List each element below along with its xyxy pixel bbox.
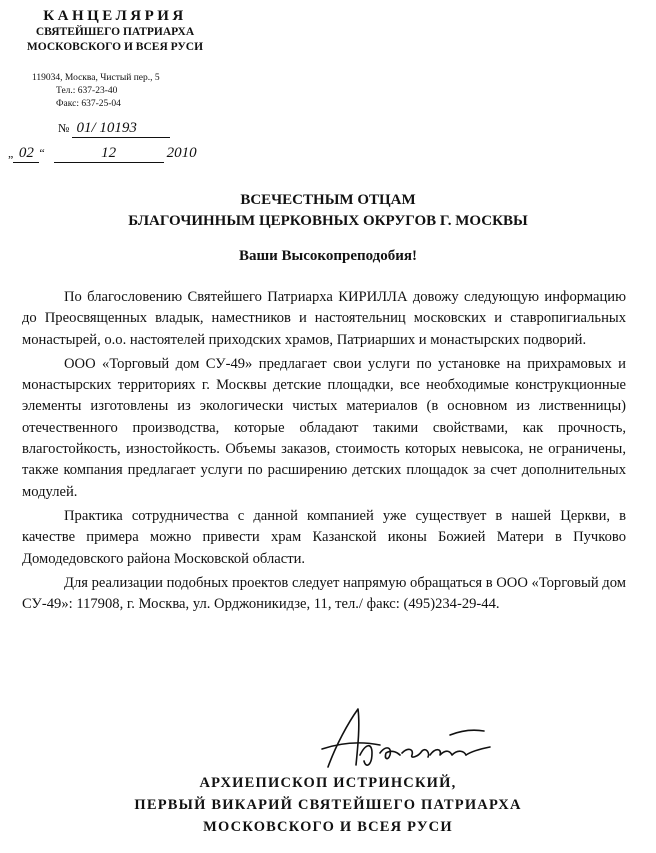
paragraph: ООО «Торговый дом СУ-49» предлагает свои услуги по установке на прихрамовых и монастырских территориях г. Москвы детские площадки, все необходимые конструкционные элементы изготовлены из экологически чистых материалов (в основном из лиственницы) отечественного производства, которые обладают такими свойствами, как прочность, влагостойкость, изностойкость. Объемы заказов, стоимость которых невысока, не ограничены, также компания предлагает услуги по расширению детских площадок за счет дополнительных модулей.: [22, 355, 626, 500]
date-month: 12: [101, 145, 117, 161]
signatory-line1: АРХИЕПИСКОП ИСТРИНСКИЙ,: [199, 775, 457, 791]
reference-number: [58, 120, 170, 138]
addressee: [0, 190, 656, 232]
signatory-line2: ПЕРВЫЙ ВИКАРИЙ СВЯТЕЙШЕГО ПАТРИАРХА: [134, 797, 522, 813]
letterhead-line1: СВЯТЕЙШЕГО ПАТРИАРХА: [35, 26, 195, 38]
letterhead-address: 119034, Москва, Чистый пер., 5: [32, 73, 160, 83]
letterhead-line2: МОСКОВСКОГО И ВСЕЯ РУСИ: [26, 41, 204, 53]
date-day: 02: [18, 145, 34, 161]
letter-body: [22, 287, 626, 618]
letterhead-phone: Тел.: 637-23-40: [56, 86, 118, 96]
handwritten-signature: [300, 705, 500, 775]
letterhead: [0, 8, 230, 55]
letterhead-fax: Факс: 637-25-04: [56, 99, 121, 109]
signatory-line3: МОСКОВСКОГО И ВСЕЯ РУСИ: [203, 819, 453, 835]
date-year: 2010: [166, 145, 197, 161]
reference-prefix: №: [58, 121, 70, 135]
addressee-line1: ВСЕЧЕСТНЫМ ОТЦАМ: [240, 192, 416, 208]
salutation: Ваши Высокопреподобия!: [238, 248, 418, 264]
document-date: „ 02 “ 12 2010: [8, 145, 197, 161]
letterhead-org: КАНЦЕЛЯРИЯ: [43, 8, 187, 24]
paragraph: Для реализации подобных проектов следует напрямую обращаться в ООО «Торговый дом СУ-49»: 117908, г. Москва, ул. Орджоникидзе, 11, тел./ факс: (495)234-29-44.: [22, 574, 626, 613]
reference-value: 01/ 10193: [72, 120, 170, 138]
addressee-line2: БЛАГОЧИННЫМ ЦЕРКОВНЫХ ОКРУГОВ Г. МОСКВЫ: [128, 213, 528, 229]
letterhead-contacts: [32, 72, 160, 111]
paragraph: По благословению Святейшего Патриарха КИРИЛЛА довожу следующую информацию до Преосвященных владык, наместников и настоятельниц московских и ставропигиальных монастырей, о.о. настоятелей приходских храмов, Патриарших и монастырских подворий.: [22, 289, 626, 348]
signatory-block: [0, 772, 656, 838]
paragraph: Практика сотрудничества с данной компанией уже существует в нашей Церкви, в качестве примера можно привести храм Казанской иконы Божией Матери в Пучково Домодедовского района Московской области.: [22, 507, 626, 567]
